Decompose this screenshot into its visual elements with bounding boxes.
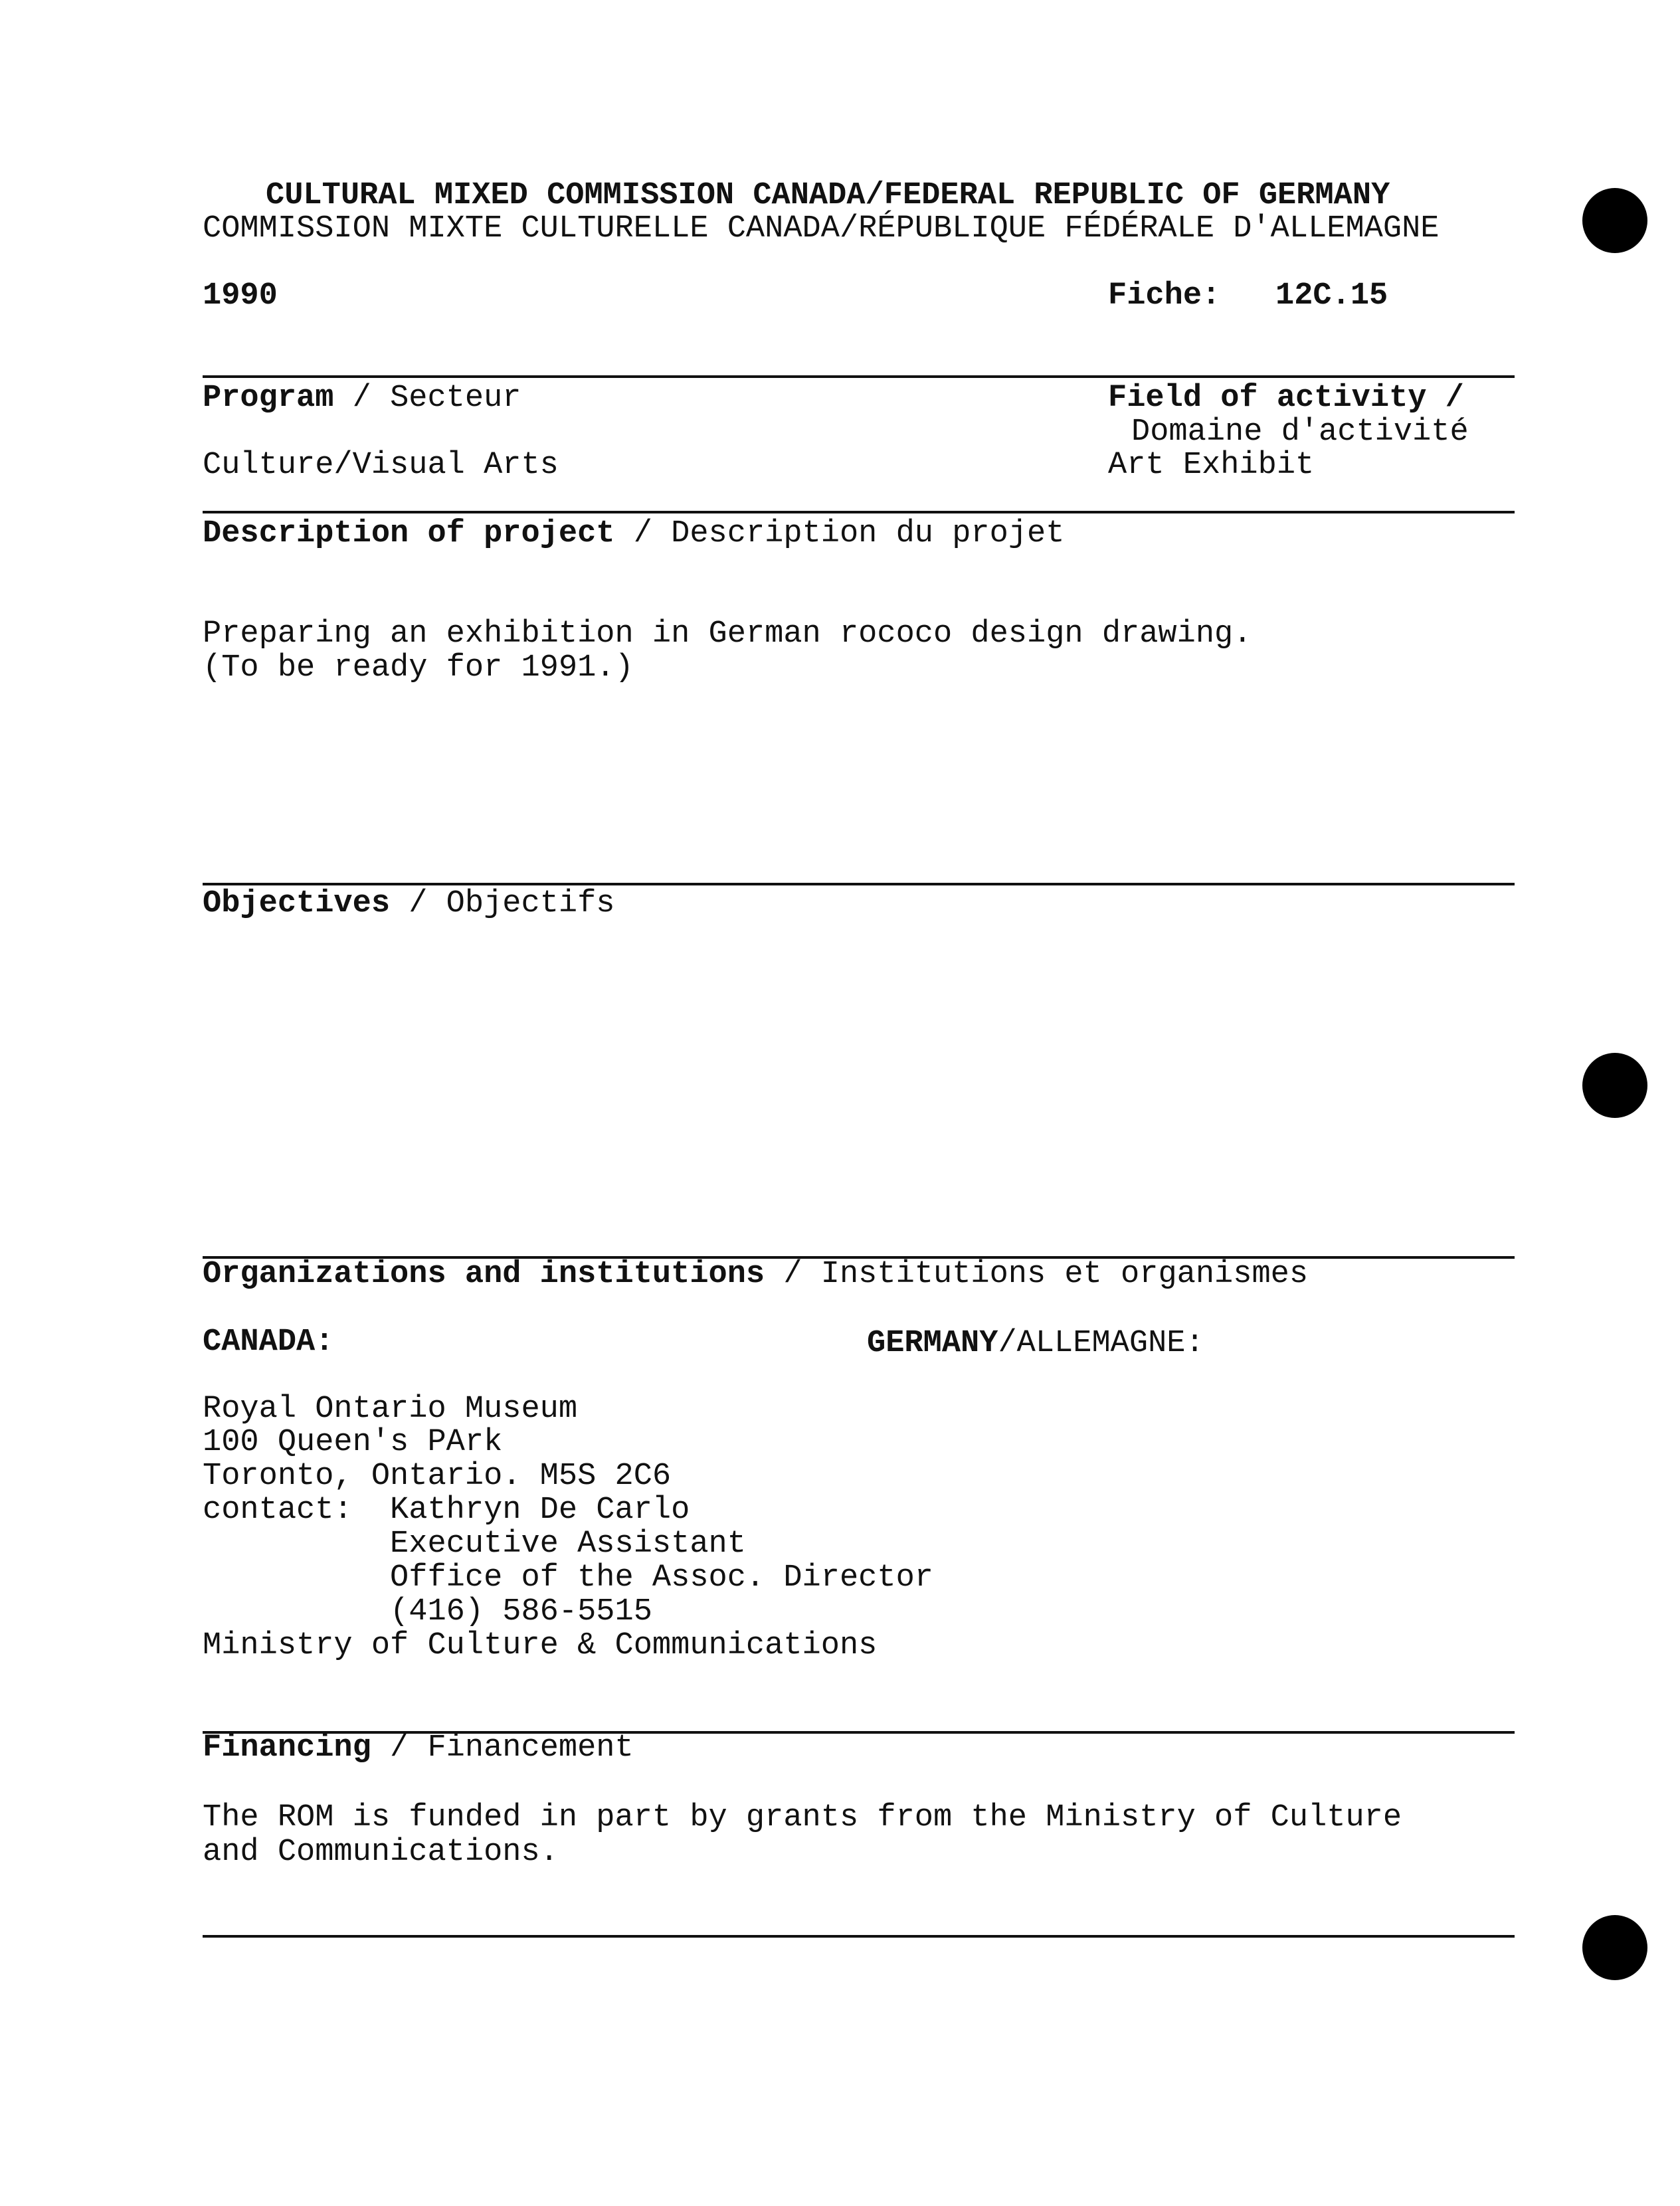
germany-label (867, 1327, 1204, 1361)
organizations-label-fr: Institutions et organismes (820, 1257, 1309, 1292)
canada-label: CANADA: (203, 1325, 334, 1360)
punch-hole-top (1582, 188, 1647, 253)
financing-label-en: Financing (203, 1730, 371, 1766)
description-line-2: (To be ready for 1991.) (203, 650, 634, 686)
financing-label-fr: Financement (427, 1730, 634, 1766)
description-label-en: Description of project (203, 516, 615, 551)
description-label-fr: Description du projet (671, 516, 1065, 551)
punch-hole-bottom (1582, 1915, 1647, 1980)
organizations-label (203, 1257, 1308, 1292)
financing-line-1: The ROM is funded in part by grants from the Ministry of Culture (203, 1800, 1402, 1835)
canada-ministry-line: Ministry of Culture & Communications (203, 1628, 878, 1663)
canada-contact-line: contact: Kathryn De Carlo (203, 1493, 690, 1528)
divider-1 (203, 375, 1515, 378)
description-label-separator: / (614, 516, 672, 551)
program-label (203, 381, 521, 416)
objectives-label-fr: Objectifs (446, 886, 615, 921)
program-label-separator: / (333, 381, 391, 416)
germany-label-bold: GERMANY (867, 1326, 998, 1361)
canada-address-line: 100 Queen's PArk (203, 1425, 503, 1460)
program-label-en: Program (203, 381, 334, 416)
title-english: CULTURAL MIXED COMMISSION CANADA/FEDERAL REPUBLIC OF GERMANY (266, 178, 1390, 213)
program-label-fr: Secteur (390, 381, 521, 416)
punch-hole-middle (1582, 1053, 1647, 1118)
objectives-label (203, 887, 615, 921)
canada-address-line: Royal Ontario Museum (203, 1392, 578, 1427)
field-of-activity-value: Art Exhibit (1108, 448, 1315, 483)
financing-label-separator: / (371, 1730, 428, 1766)
canada-contact-line: Executive Assistant (203, 1526, 746, 1562)
canada-address-line: Toronto, Ontario. M5S 2C6 (203, 1459, 672, 1494)
description-line-1: Preparing an exhibition in German rococo design drawing. (203, 616, 1252, 652)
fiche-label: Fiche: (1108, 278, 1221, 314)
organizations-label-en: Organizations and institutions (203, 1257, 765, 1292)
fiche-value: 12C.15 (1275, 278, 1388, 314)
title-french: COMMISSION MIXTE CULTURELLE CANADA/RÉPUBLIQUE FÉDÉRALE D'ALLEMAGNE (203, 211, 1440, 246)
field-of-activity-label-en: Field of activity / (1108, 381, 1464, 416)
program-value: Culture/Visual Arts (203, 448, 559, 483)
divider-6 (203, 1935, 1515, 1938)
financing-label (203, 1731, 634, 1766)
canada-contact-line: Office of the Assoc. Director (203, 1560, 933, 1596)
financing-line-2: and Communications. (203, 1835, 559, 1870)
field-of-activity-label-fr: Domaine d'activité (1131, 414, 1469, 450)
description-label (203, 517, 1064, 551)
year: 1990 (203, 278, 278, 314)
divider-2 (203, 511, 1515, 513)
objectives-label-en: Objectives (203, 886, 391, 921)
germany-label-rest: /ALLEMAGNE: (998, 1326, 1204, 1361)
divider-3 (203, 883, 1515, 885)
canada-contact-line: (416) 586-5515 (203, 1594, 652, 1629)
organizations-label-separator: / (765, 1257, 821, 1292)
objectives-label-separator: / (390, 886, 446, 921)
